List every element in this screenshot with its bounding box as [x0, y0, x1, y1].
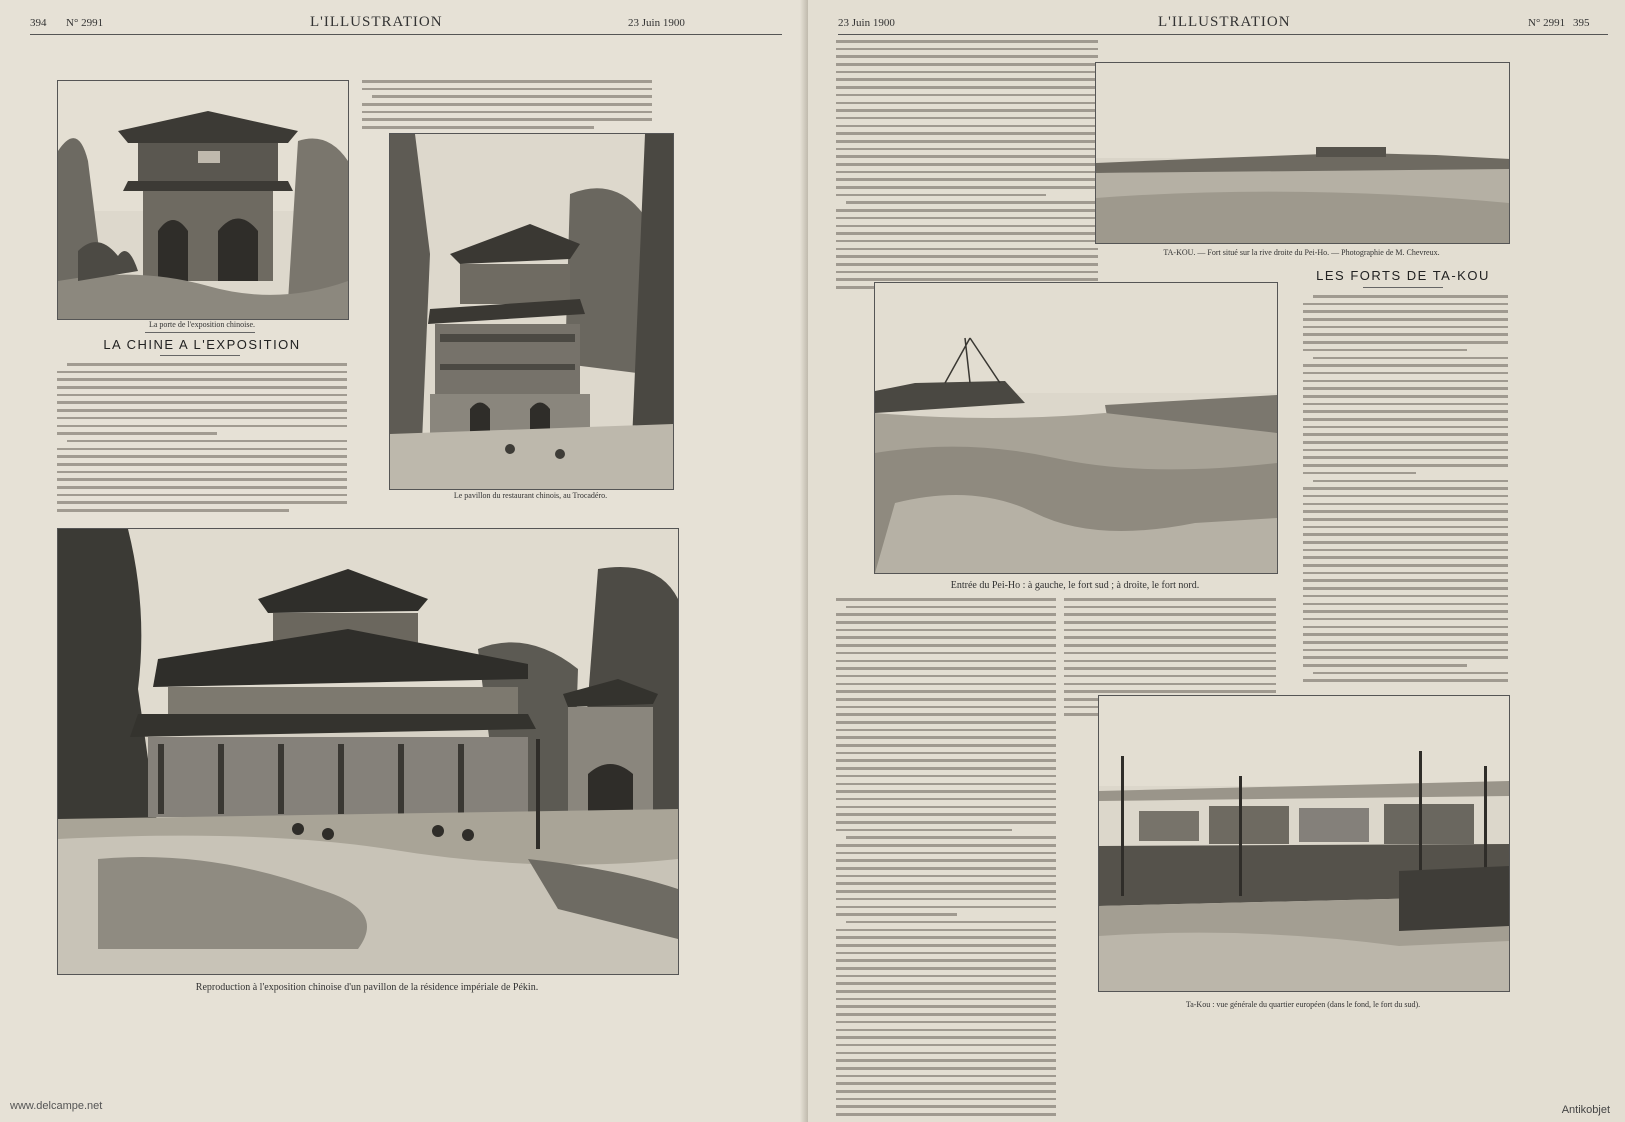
article-text-col-2-top	[362, 80, 652, 135]
headline-takou: LES FORTS DE TA-KOU	[1316, 268, 1490, 283]
watermark-delcampe	[10, 1100, 102, 1122]
caption-porte: La porte de l'exposition chinoise.	[148, 320, 256, 329]
issue-date: 23 Juin 1900	[838, 17, 895, 29]
header-rule	[30, 34, 782, 35]
page-number: 394	[30, 17, 47, 29]
photo-takou-vue-generale	[1098, 695, 1510, 992]
caption-pavillon-restaurant: Le pavillon du restaurant chinois, au Trocadéro.	[453, 491, 608, 500]
page-number: 395	[1573, 17, 1590, 29]
illustration-pavillon-restaurant	[389, 133, 674, 490]
headline-rule-top	[145, 332, 255, 333]
caption-reproduction: Reproduction à l'exposition chinoise d'un pavillon de la résidence impériale de Pékin.	[195, 982, 539, 993]
caption-takou-vue-generale: Ta-Kou : vue générale du quartier européen (dans le fond, le fort du sud).	[1185, 1000, 1421, 1009]
left-page	[0, 0, 808, 1122]
issue-number: N° 2991	[1528, 17, 1566, 29]
headline-rule-bottom	[160, 355, 240, 356]
photo-entree-pei-ho	[874, 282, 1278, 574]
watermark-antikobjet: Antikobjet	[1561, 1104, 1610, 1116]
watermark-text: www.delcampe.net	[10, 1100, 103, 1112]
article-text-col-1	[57, 363, 347, 513]
article-text-col-3	[836, 40, 1098, 290]
masthead: L'ILLUSTRATION	[310, 14, 443, 30]
illustration-reproduction-pavillon	[57, 528, 679, 975]
caption-takou-fort: TA-KOU. — Fort situé sur la rive droite du Pei-Ho. — Photographie de M. Chevreux.	[1163, 248, 1440, 257]
masthead: L'ILLUSTRATION	[1158, 14, 1291, 30]
caption-entree-pei-ho: Entrée du Pei-Ho : à gauche, le fort sud ; à droite, le fort nord.	[950, 580, 1200, 591]
headline-rule-takou	[1363, 287, 1443, 288]
right-page	[808, 0, 1625, 1122]
issue-number: N° 2991	[66, 17, 104, 29]
article-text-col-4	[836, 598, 1056, 1118]
article-text-col-takou	[1303, 295, 1508, 685]
headline-chine: LA CHINE A L'EXPOSITION	[103, 337, 301, 352]
issue-date: 23 Juin 1900	[628, 17, 685, 29]
illustration-porte	[57, 80, 349, 320]
header-rule	[838, 34, 1608, 35]
photo-takou-fort	[1095, 62, 1510, 244]
